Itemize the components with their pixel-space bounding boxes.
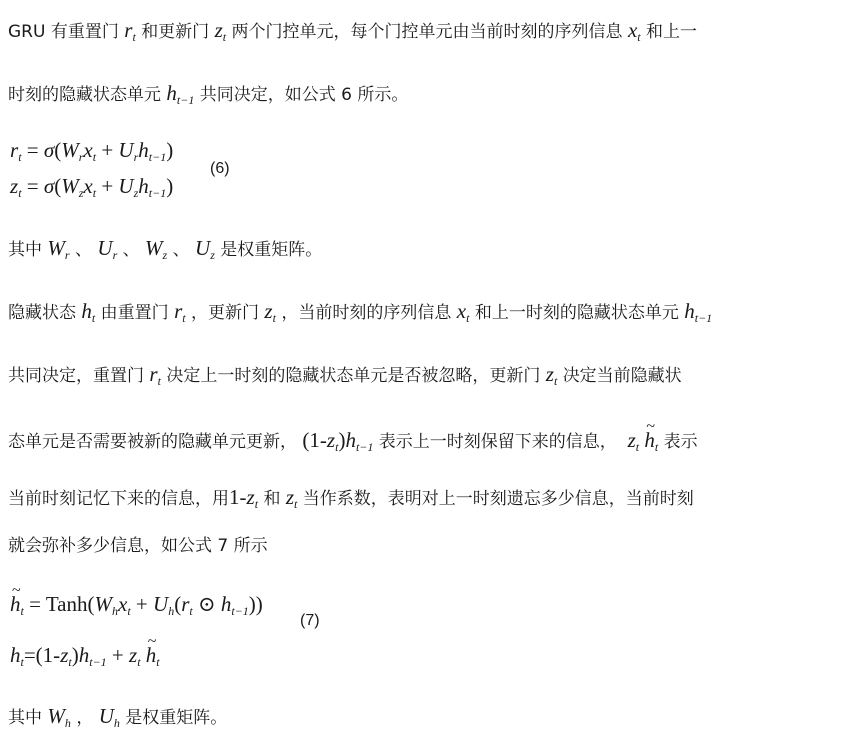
text: 和上一时刻的隐藏状态单元 bbox=[474, 303, 679, 323]
para1-line1 bbox=[8, 18, 697, 44]
math-one-minus-z-h: $(1-z_t)h_{t-1}$ bbox=[302, 428, 374, 454]
text: 表示 bbox=[663, 432, 698, 452]
equation-7-line2: $h_t=(1-z_t)h_{t-1} + z_t$ ~ $h_t$ bbox=[10, 641, 160, 669]
math-U-z: $U_z$ bbox=[195, 236, 215, 262]
text: 和更新门 bbox=[141, 22, 210, 42]
text: ，当前时刻的序列信息 bbox=[281, 303, 452, 323]
text: 就会弥补多少信息，如公式 7 所示 bbox=[8, 536, 268, 556]
text: 是权重矩阵。 bbox=[125, 708, 228, 728]
math-z-t: $z_t$ bbox=[214, 18, 227, 44]
math-U-h: $U_h$ bbox=[98, 704, 120, 730]
math-U-r: $U_r$ bbox=[97, 236, 118, 262]
math-z-t: $z_t$ bbox=[545, 362, 558, 388]
text: 其中 bbox=[8, 708, 42, 728]
equation-7-number: (7) bbox=[300, 612, 320, 629]
math-r-t: $r_t$ bbox=[149, 362, 161, 388]
text: GRU 有重置门 bbox=[8, 22, 119, 42]
equation-7-line1: ~ $h_t$ = $Tanh(W_hx_t + U_h(r_t$ ⊙ $h_{t-1}$)) bbox=[10, 590, 263, 618]
para3-line1 bbox=[8, 299, 712, 325]
text: 决定当前隐藏状 bbox=[562, 366, 682, 386]
para1-line2 bbox=[8, 81, 408, 107]
text: 隐藏状态 bbox=[8, 303, 76, 323]
para3-line4 bbox=[8, 485, 694, 511]
math-z-t: $z_t$ bbox=[246, 485, 259, 511]
text: 两个门控单元，每个门控单元由当前时刻的序列信息 bbox=[231, 22, 623, 42]
para3-line3 bbox=[8, 428, 698, 454]
text: 、 bbox=[172, 240, 190, 260]
text: 是权重矩阵。 bbox=[220, 240, 323, 260]
math-W-z: $W_z$ bbox=[145, 236, 168, 262]
text: 、 bbox=[122, 240, 140, 260]
text: ， bbox=[76, 708, 94, 728]
text: 当前时刻记忆下来的信息，用 bbox=[8, 489, 229, 509]
text: 共同决定，如公式 6 所示。 bbox=[199, 85, 409, 105]
text: 共同决定，重置门 bbox=[8, 366, 144, 386]
math-h-t-1: $h_{t-1}$ bbox=[166, 81, 195, 107]
para3-line5 bbox=[8, 534, 268, 558]
para3-line2 bbox=[8, 362, 682, 388]
text: 当作系数，表明对上一时刻遗忘多少信息，当前时刻 bbox=[302, 489, 694, 509]
math-z-t: $z_t$ bbox=[264, 299, 276, 325]
text: 其中 bbox=[8, 240, 42, 260]
text: 和 bbox=[263, 489, 281, 509]
math-z-t: $z_t$ bbox=[285, 485, 298, 511]
para2-where bbox=[8, 236, 322, 262]
math-z-t-h-tilde: $z_t$ ~ $h_t$ bbox=[628, 428, 659, 452]
para4-where bbox=[8, 704, 227, 730]
math-one-minus: 1- bbox=[229, 485, 247, 509]
math-h-t-1: $h_{t-1}$ bbox=[684, 299, 713, 325]
text: ，更新门 bbox=[191, 303, 259, 323]
text: 决定上一时刻的隐藏状态单元是否被忽略，更新门 bbox=[166, 366, 541, 386]
math-W-r: $W_r$ bbox=[47, 236, 70, 262]
equation-6-number: (6) bbox=[210, 160, 230, 177]
equation-6-line2: $z_t = \sigma(W_zx_t + U_zh_{t-1})$ bbox=[10, 174, 174, 200]
text: 和上一 bbox=[646, 22, 698, 42]
text: 、 bbox=[74, 240, 92, 260]
math-x-t: $x_t$ bbox=[627, 18, 641, 44]
text: 态单元是否需要被新的隐藏单元更新， bbox=[8, 432, 297, 452]
math-W-h: $W_h$ bbox=[47, 704, 71, 730]
text: 时刻的隐藏状态单元 bbox=[8, 85, 161, 105]
math-r-t: $r_t$ bbox=[174, 299, 186, 325]
math-x-t: $x_t$ bbox=[456, 299, 470, 325]
equation-6-line1: $r_t = \sigma(W_rx_t + U_rh_{t-1})$ bbox=[10, 138, 174, 164]
math-h-t: $h_t$ bbox=[81, 299, 96, 325]
text: 表示上一时刻保留下来的信息， bbox=[378, 432, 617, 452]
math-r-t: $r_t$ bbox=[124, 18, 136, 44]
text: 由重置门 bbox=[100, 303, 169, 323]
